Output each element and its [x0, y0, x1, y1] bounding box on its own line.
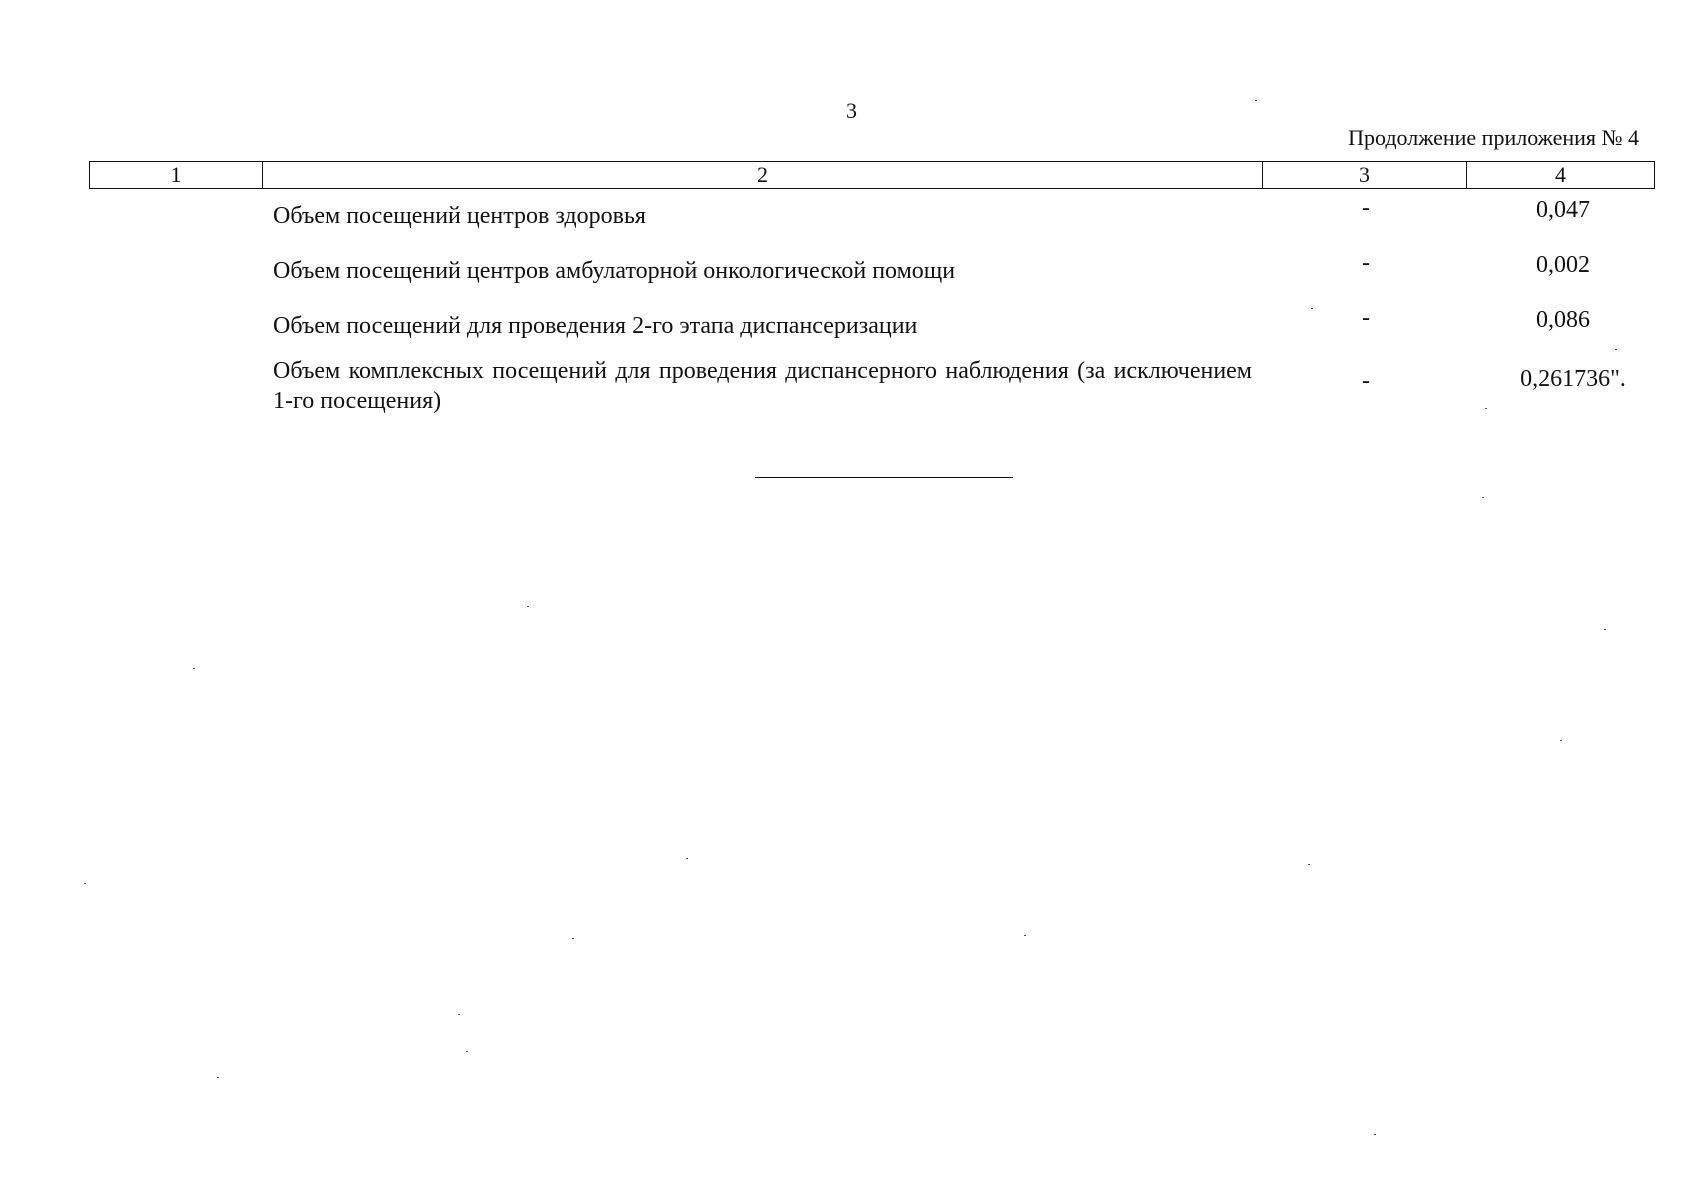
scan-speck: [1255, 100, 1257, 101]
row-description: Объем комплексных посещений для проведения диспансерного наблюдения (за исключением 1-го посещения): [273, 358, 1252, 414]
column-number-header: [89, 161, 1655, 189]
column-number-3: 3: [1263, 162, 1467, 188]
row-description: Объем посещений центров амбулаторной онкологической помощи: [273, 258, 956, 284]
row-col3-value: -: [1362, 195, 1370, 221]
row-col3-value: -: [1362, 305, 1370, 331]
scan-speck: [466, 1051, 468, 1052]
scan-speck: [458, 1014, 460, 1015]
scan-speck: [1482, 497, 1484, 498]
row-value: 0,086: [1536, 307, 1590, 333]
scan-speck: [84, 883, 86, 884]
scan-speck: [1560, 740, 1562, 741]
scan-speck: [1615, 349, 1617, 350]
row-description: Объем посещений центров здоровья: [273, 203, 646, 229]
column-number-1: 1: [90, 162, 263, 188]
column-number-2: 2: [263, 162, 1263, 188]
row-value: 0,047: [1536, 197, 1590, 223]
row-value: 0,002: [1536, 252, 1590, 278]
page-number: 3: [846, 98, 857, 123]
scan-speck: [1024, 935, 1026, 936]
scan-speck: [527, 606, 529, 607]
continuation-note: Продолжение приложения № 4: [1348, 125, 1639, 150]
scan-speck: [1311, 308, 1313, 309]
row-value: 0,261736".: [1520, 366, 1626, 392]
scan-speck: [1604, 629, 1606, 630]
scan-speck: [1485, 408, 1487, 409]
end-rule: [755, 477, 1013, 478]
row-col3-value: -: [1362, 368, 1370, 394]
column-number-4: 4: [1555, 162, 1566, 187]
scan-speck: [686, 858, 688, 859]
scan-speck: [1374, 1134, 1376, 1135]
scan-speck: [1308, 864, 1310, 865]
scan-speck: [193, 668, 195, 669]
row-description: Объем посещений для проведения 2-го этапа диспансеризации: [273, 313, 918, 339]
scan-speck: [217, 1077, 219, 1078]
row-col3-value: -: [1362, 250, 1370, 276]
scan-speck: [572, 938, 574, 939]
